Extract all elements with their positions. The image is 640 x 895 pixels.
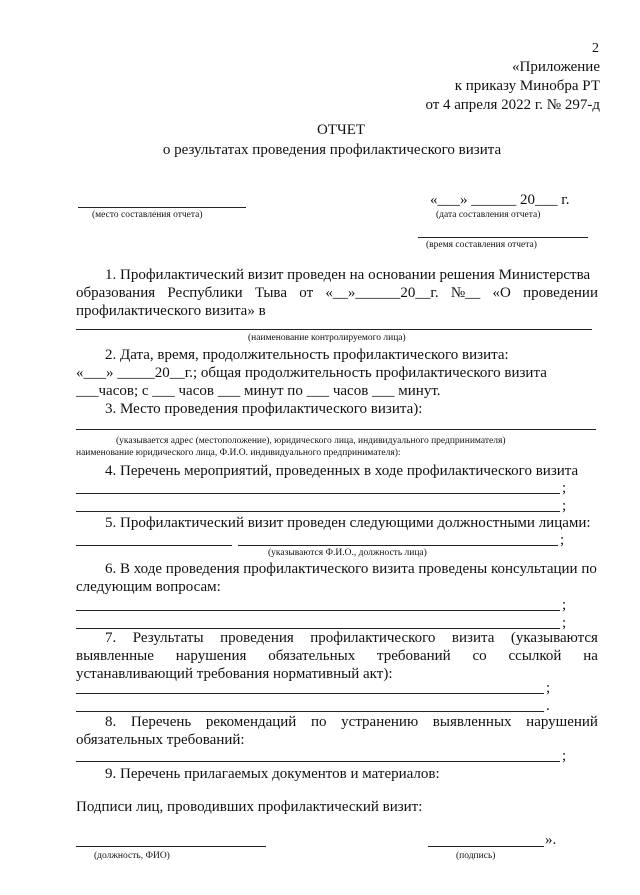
item-3-line-1: 3. Место проведения профилактического визита): bbox=[105, 401, 423, 417]
item-2-line-1: 2. Дата, время, продолжительность профилактического визита: bbox=[105, 347, 509, 363]
item-8-underline bbox=[76, 761, 560, 762]
signature-line bbox=[428, 846, 544, 847]
page-number: 2 bbox=[592, 41, 599, 56]
item-4-underline-2 bbox=[76, 511, 560, 512]
item-7-underline-2 bbox=[76, 711, 544, 712]
signatures-heading: Подписи лиц, проводивших профилактический визит: bbox=[76, 799, 423, 815]
item-2-line-2: «___» _____20__г.; общая продолжительность профилактического визита bbox=[76, 365, 547, 381]
signature-closing: ». bbox=[545, 832, 557, 848]
appendix-line-3: от 4 апреля 2022 г. № 297-д bbox=[425, 97, 600, 113]
item-6-semicolon-1: ; bbox=[562, 597, 567, 613]
item-3-underline bbox=[76, 429, 596, 430]
item-5-caption: (указываются Ф.И.О., должность лица) bbox=[268, 548, 427, 558]
position-signature-line bbox=[76, 846, 266, 847]
item-6-semicolon-2: ; bbox=[562, 615, 567, 631]
item-9-line-1: 9. Перечень прилагаемых документов и материалов: bbox=[105, 766, 440, 782]
item-4-underline-1 bbox=[76, 493, 560, 494]
appendix-line-1: «Приложение bbox=[511, 59, 600, 75]
item-4-semicolon-2: ; bbox=[562, 498, 567, 514]
time-caption: (время составления отчета) bbox=[426, 240, 537, 250]
item-1-line-1: 1. Профилактический визит проведен на основании решения Министерства bbox=[105, 267, 591, 283]
item-8-line-1: 8. Перечень рекомендаций по устранению выявленных нарушений bbox=[105, 714, 598, 730]
item-4-line-1: 4. Перечень мероприятий, проведенных в ходе профилактического визита bbox=[105, 463, 579, 479]
item-8-line-2: обязательных требований: bbox=[76, 732, 245, 748]
item-3-caption-1: (указывается адрес (местоположение), юридического лица, индивидуального предпринимателя) bbox=[116, 436, 506, 446]
item-7-underline-1 bbox=[76, 693, 544, 694]
item-6-line-2: следующим вопросам: bbox=[76, 579, 221, 595]
document-title: ОТЧЕТ bbox=[316, 122, 366, 138]
item-5-underline-right bbox=[238, 545, 558, 546]
item-6-underline-1 bbox=[76, 610, 560, 611]
date-caption: (дата составления отчета) bbox=[436, 210, 541, 220]
item-1-line-3: профилактического визита» в bbox=[76, 303, 266, 319]
place-caption: (место составления отчета) bbox=[92, 210, 203, 220]
item-8-semicolon: ; bbox=[562, 748, 567, 764]
document-subtitle: о результатах проведения профилактического визита bbox=[162, 142, 502, 158]
place-line bbox=[78, 207, 246, 208]
item-5-underline-left bbox=[76, 545, 232, 546]
item-3-caption-2: наименование юридического лица, Ф.И.О. индивидуального предпринимателя): bbox=[76, 448, 401, 458]
position-caption: (должность, ФИО) bbox=[94, 851, 170, 861]
item-1-line-2: образования Республики Тыва от «__»______20__г. №__ «О проведении bbox=[76, 285, 598, 301]
item-1-caption: (наименование контролируемого лица) bbox=[248, 333, 406, 343]
signature-caption: (подпись) bbox=[456, 851, 496, 861]
date-field: «___» ______ 20___ г. bbox=[430, 192, 570, 208]
item-7-line-1: 7. Результаты проведения профилактического визита (указываются bbox=[105, 630, 598, 646]
item-6-line-1: 6. В ходе проведения профилактического визита проведены консультации по bbox=[105, 561, 597, 577]
item-7-line-2: выявленные нарушения обязательных требований со ссылкой на bbox=[76, 648, 598, 664]
time-line bbox=[418, 237, 588, 238]
item-1-underline bbox=[76, 329, 592, 330]
item-2-line-3: ___часов; с ___ часов ___ минут по ___ часов ___ минут. bbox=[76, 383, 441, 399]
item-5-semicolon: ; bbox=[560, 532, 565, 548]
item-7-line-3: устанавливающий требования нормативный акт): bbox=[76, 666, 393, 682]
item-7-period: . bbox=[546, 698, 550, 714]
appendix-line-2: к приказу Минобра РТ bbox=[454, 78, 600, 94]
item-6-underline-2 bbox=[76, 628, 560, 629]
item-5-line-1: 5. Профилактический визит проведен следующими должностными лицами: bbox=[105, 515, 591, 531]
item-4-semicolon-1: ; bbox=[562, 480, 567, 496]
item-7-semicolon: ; bbox=[546, 680, 551, 696]
